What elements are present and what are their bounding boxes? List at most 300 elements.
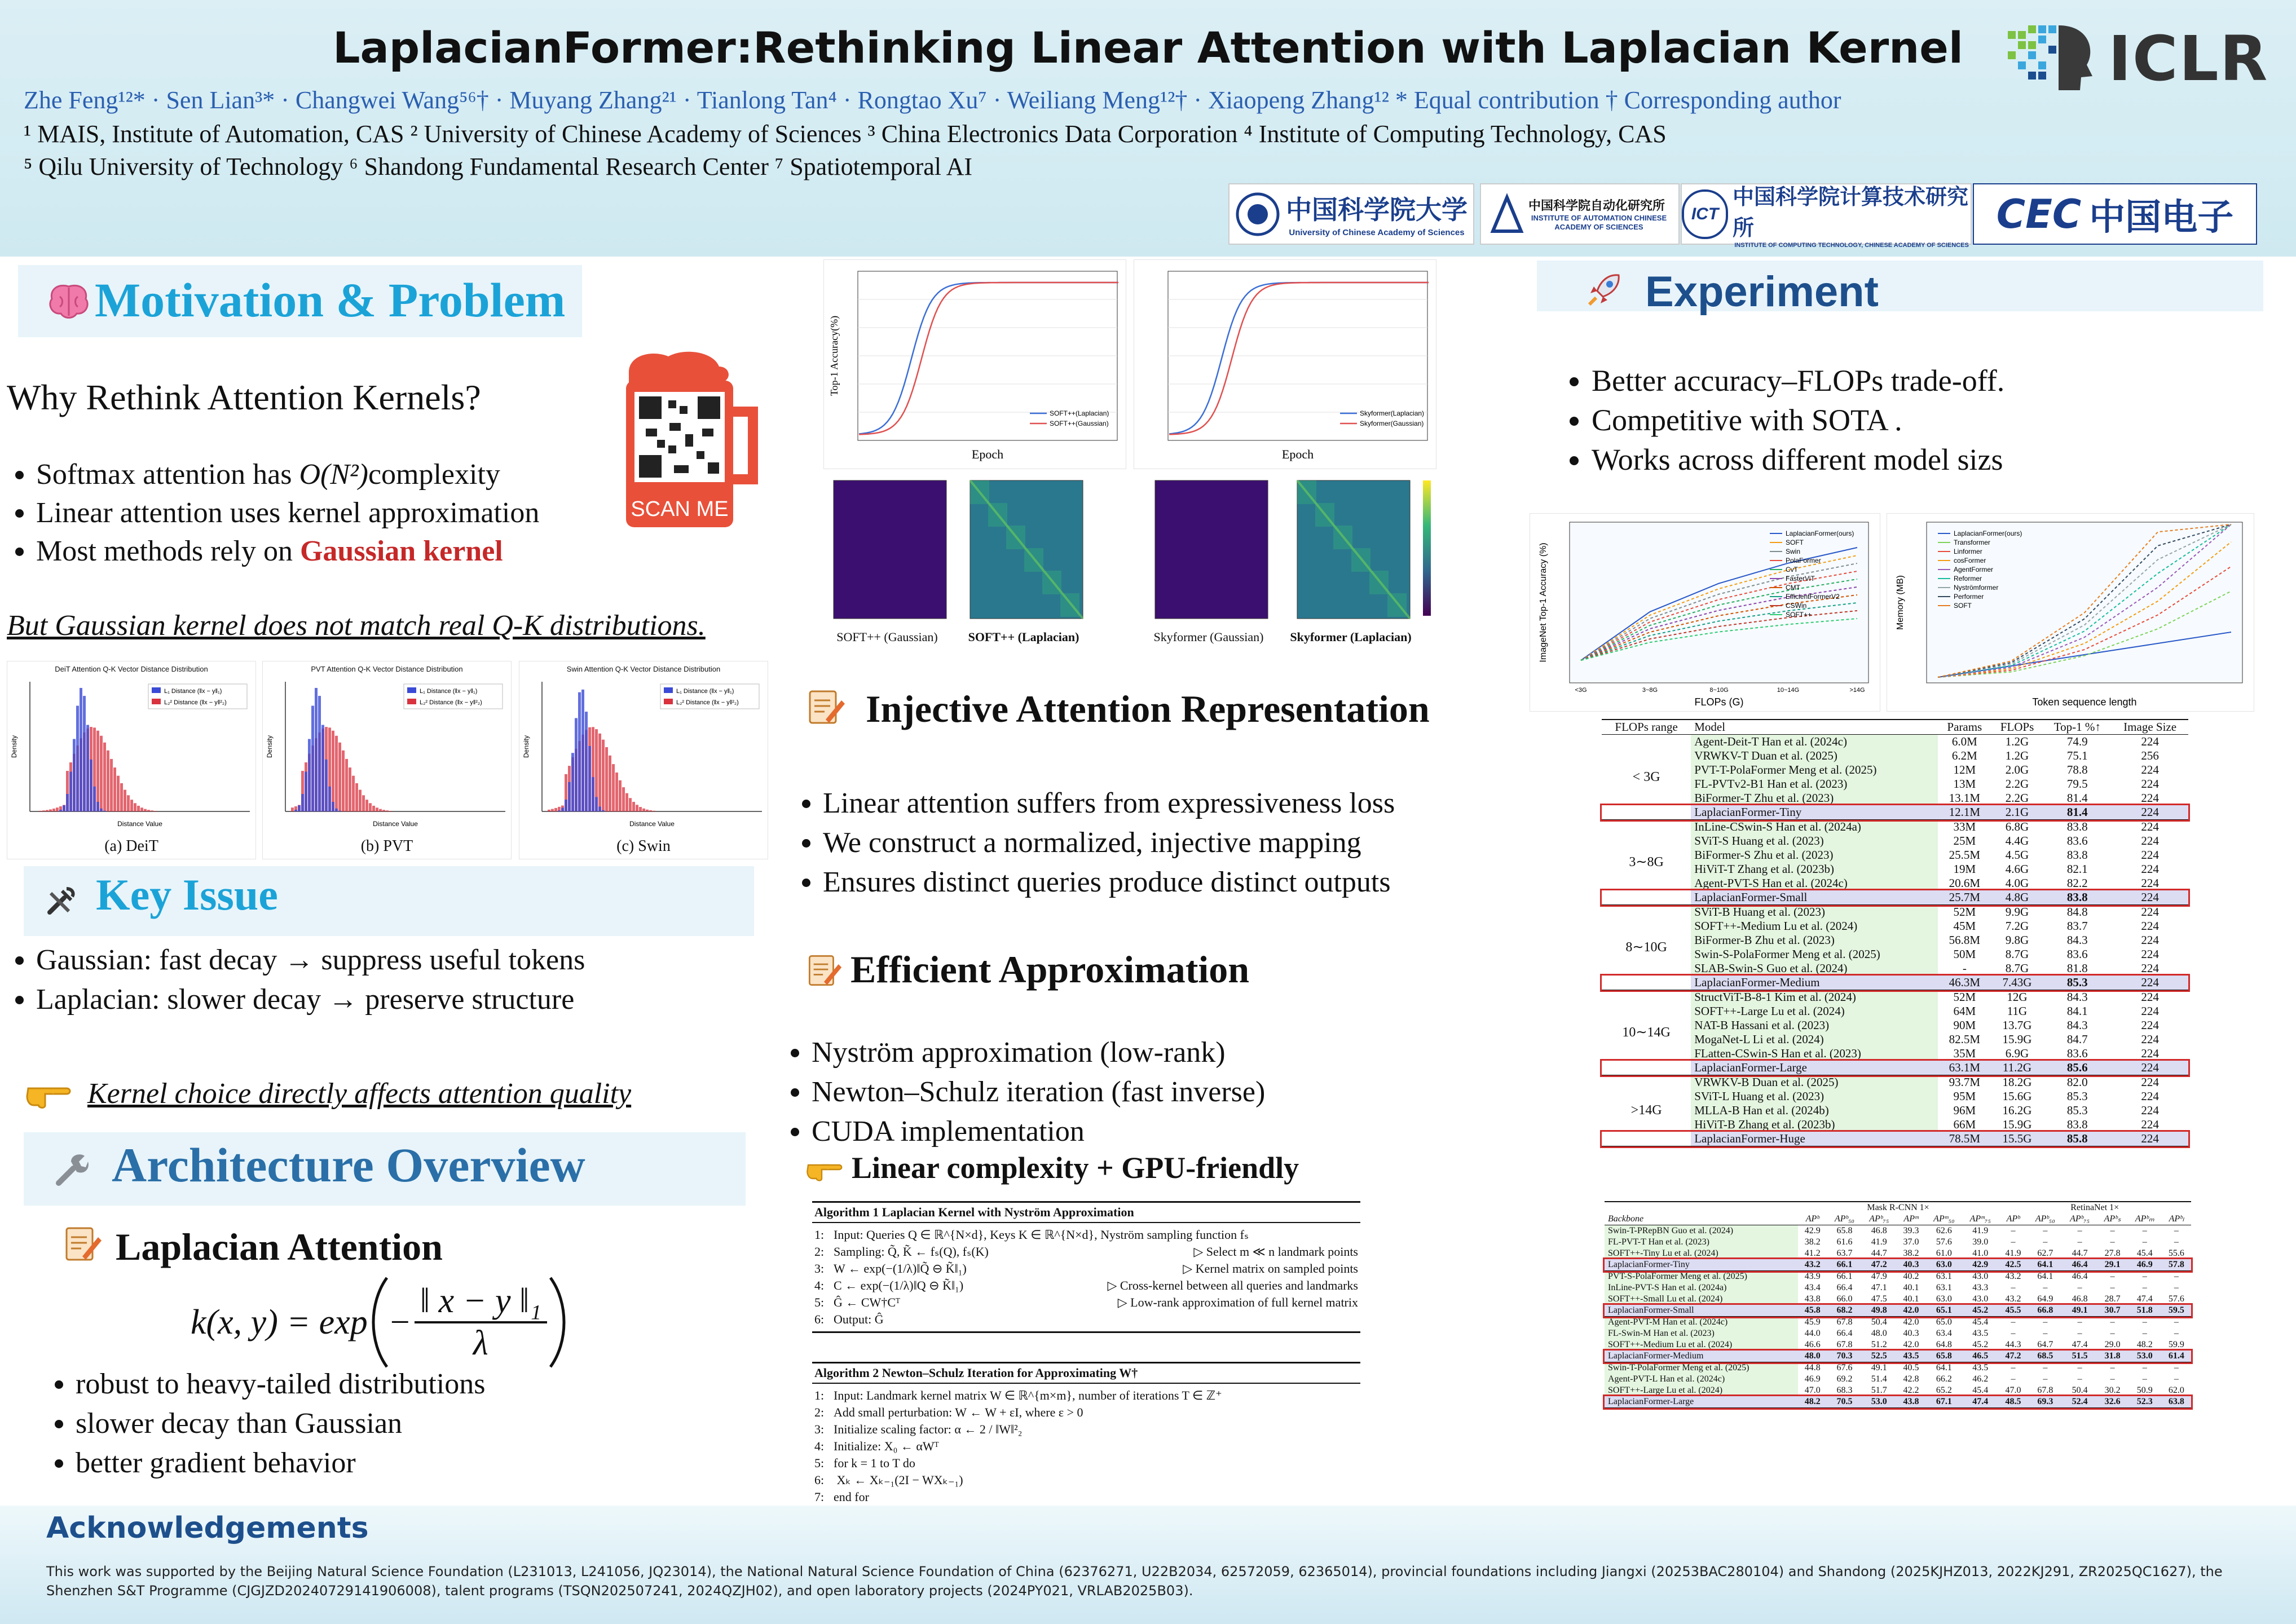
table-cell: 41.9 xyxy=(2005,1248,2021,1258)
l1-histogram-bar xyxy=(558,810,561,811)
table-cell: 63.7 xyxy=(1836,1248,1853,1258)
curve-legend-label: SOFT++(Gaussian) xyxy=(1050,420,1109,427)
l1-histogram-bar xyxy=(325,760,328,811)
table-cell: – xyxy=(2142,1317,2147,1327)
ours-table-row xyxy=(1605,1259,2191,1271)
table-cell: – xyxy=(2110,1226,2115,1235)
table-cell: 52.4 xyxy=(2072,1397,2088,1406)
motivation-bullet: • Softmax attention has O(N²)complexity xyxy=(36,456,634,494)
table-cell: 224 xyxy=(2141,961,2159,975)
motivation-bullets xyxy=(11,456,634,571)
motivation-title: Motivation & Problem xyxy=(95,273,566,327)
table-cell: 28.7 xyxy=(2104,1294,2121,1304)
legend-label-l2: L₂² Distance (‖x − y‖²₂) xyxy=(420,699,482,706)
algorithm-line-body: Input: Landmark kernel matrix W ∈ ℝ^{m×m}, number of iterations T ∈ ℤ⁺ xyxy=(834,1388,1222,1402)
poster-title: LaplacianFormer:Rethinking Linear Attention with Laplacian Kernel xyxy=(333,23,1963,73)
l2-histogram-bar xyxy=(615,773,618,811)
table-cell: 44.3 xyxy=(2005,1340,2021,1349)
table-row xyxy=(1605,1362,2191,1374)
heatmap-block xyxy=(1369,571,1389,594)
ict-logo xyxy=(1681,183,1972,249)
cec-logo xyxy=(1973,183,2257,245)
table-cell: 41.9 xyxy=(1871,1237,1887,1247)
legend-swatch-l1 xyxy=(664,687,673,693)
author-list: Zhe Feng¹²* · Sen Lian³* · Changwei Wang⁵⁶† · Muyang Zhang²¹ · Tianlong Tan⁴ · Rongtao Xu⁷ · Weiliang Meng¹²† · Xiaopeng Zhang¹² * Equal contribution † Corresponding author xyxy=(24,86,1841,114)
table-cell: 83.8 xyxy=(2066,820,2088,833)
l2-histogram-bar xyxy=(338,743,341,811)
table-cell: 224 xyxy=(2141,735,2159,748)
heatmap-field xyxy=(1155,480,1268,619)
table-cell: BiFormer-B Zhu et al. (2023) xyxy=(1691,933,1938,947)
dist-plot-legend xyxy=(404,684,503,709)
table-cell: 48.0 xyxy=(1804,1351,1821,1361)
table-cell: Swin-T-PolaFormer Meng et al. (2025) xyxy=(1605,1362,1798,1374)
table-cell: 4.6G xyxy=(2005,862,2029,876)
table-cell: 83.7 xyxy=(2066,919,2088,933)
table-header-cell: Backbone xyxy=(1608,1214,1644,1224)
l2-histogram-bar xyxy=(56,807,59,811)
algorithm-line-comment: ▷ Cross-kernel between all queries and landmarks xyxy=(1107,1278,1358,1292)
l1-histogram-bar xyxy=(96,802,99,811)
ucas-en-name: University of Chinese Academy of Sciences xyxy=(1289,227,1465,237)
table-cell: – xyxy=(2174,1226,2179,1235)
l1-histogram-bar xyxy=(318,696,321,811)
algorithm-line xyxy=(814,1311,1358,1328)
table-cell: – xyxy=(2110,1272,2115,1281)
table-cell: SOFT++-Medium Lu et al. (2024) xyxy=(1605,1339,1798,1351)
l2-histogram-bar xyxy=(144,809,147,811)
table-cell: 57.8 xyxy=(2168,1260,2184,1269)
table-cell: 61.0 xyxy=(1936,1248,1952,1258)
imagenet-table xyxy=(1602,719,2188,1147)
algorithm-line-body: Sampling: Q̃, K̃ ← fₛ(Q), fₛ(K) xyxy=(834,1245,989,1259)
l2-histogram-bar xyxy=(642,809,645,811)
dist-x-label: Distance Value xyxy=(373,820,418,828)
l2-histogram-bar xyxy=(379,809,382,811)
formula-numerator: ‖ x − y ‖₁ xyxy=(415,1281,547,1323)
table-cell: LaplacianFormer-Tiny xyxy=(1608,1260,1690,1269)
ucas-emblem-icon xyxy=(1235,192,1280,237)
table-cell: BiFormer-T Zhu et al. (2023) xyxy=(1691,791,1938,805)
ict-en-name: INSTITUTE OF COMPUTING TECHNOLOGY, CHINESE ACADEMY OF SCIENCES xyxy=(1734,241,1969,249)
table-cell: 15.9G xyxy=(2002,1118,2032,1131)
algorithm-line-number: 3: xyxy=(814,1422,825,1436)
x-tick-label: <3G xyxy=(1575,687,1587,694)
curve-legend-label: Skyformer(Laplacian) xyxy=(1360,409,1425,417)
l1-histogram-bar xyxy=(571,753,574,811)
table-header-cell: APᵐ₅₀ xyxy=(1933,1214,1955,1224)
legend-swatch-l2 xyxy=(152,699,161,704)
table-cell: 49.1 xyxy=(1871,1363,1887,1373)
table-cell: 84.3 xyxy=(2066,990,2088,1004)
imagenet-results-table xyxy=(1602,719,2188,1147)
table-cell: 68.2 xyxy=(1836,1305,1853,1315)
l2-histogram-bar xyxy=(386,810,389,811)
table-row xyxy=(1605,1248,2191,1259)
complexity-math: O(N²) xyxy=(299,458,368,491)
l1-histogram-bar xyxy=(73,739,76,811)
table-row xyxy=(1605,1385,2191,1396)
efficient-approx-title: Efficient Approximation xyxy=(850,948,1250,991)
table-cell: 43.2 xyxy=(1804,1260,1821,1269)
table-cell: 63.8 xyxy=(2168,1397,2184,1406)
table-cell: 50.9 xyxy=(2136,1385,2153,1395)
table-cell: 224 xyxy=(2141,919,2159,933)
rocket-icon xyxy=(1586,268,1625,308)
table-cell: 19M xyxy=(1953,862,1976,876)
table-cell: – xyxy=(2110,1329,2115,1338)
algorithm-line-comment: ▷ Low-rank approximation of full kernel matrix xyxy=(1117,1295,1358,1309)
l2-histogram-bar xyxy=(42,810,45,811)
dist-plot-title: DeiT Attention Q-K Vector Distance Distribution xyxy=(55,665,208,673)
table-cell: Agent-Deit-T Han et al. (2024c) xyxy=(1691,735,1938,749)
curve-x-label: Epoch xyxy=(1281,447,1314,461)
table-header-cell: APᵐ₇₅ xyxy=(1969,1214,1991,1224)
table-cell: – xyxy=(2142,1374,2147,1384)
table-cell: MogaNet-L Li et al. (2024) xyxy=(1691,1032,1938,1047)
table-cell: 83.8 xyxy=(2066,848,2088,862)
table-cell: 6.0M xyxy=(1951,735,1977,748)
table-cell: – xyxy=(2011,1363,2016,1373)
table-cell: 11G xyxy=(2007,1004,2028,1018)
algorithm-line xyxy=(814,1421,1358,1438)
algorithm-line-text xyxy=(814,1455,915,1472)
table-cell: 81.4 xyxy=(2066,805,2088,819)
experiment-legend-label: PolaFormer xyxy=(1786,557,1821,564)
algorithm-line xyxy=(814,1387,1358,1404)
table-cell: HiViT-B Zhang et al. (2023b) xyxy=(1691,1118,1938,1132)
algorithm-line xyxy=(814,1243,1358,1260)
l2-histogram-bar xyxy=(632,802,635,811)
brain-icon xyxy=(46,282,91,321)
memo-icon xyxy=(805,952,843,989)
table-cell: 42.0 xyxy=(1903,1317,1919,1327)
table-row xyxy=(1605,1328,2191,1339)
table-cell: InLine-PVT-S Han et al. (2024a) xyxy=(1605,1282,1798,1294)
l2-histogram-bar xyxy=(609,756,611,811)
l2-histogram-bar xyxy=(147,810,150,811)
table-row xyxy=(1605,1339,2191,1351)
algorithm-line-number: 4: xyxy=(814,1439,825,1453)
experiment-legend-label: Transformer xyxy=(1954,539,1990,546)
table-cell: 46.5 xyxy=(1972,1351,1989,1361)
l2-histogram-bar xyxy=(639,807,642,811)
curve-legend-label: Skyformer(Gaussian) xyxy=(1360,420,1424,427)
injective-title: Injective Attention Representation xyxy=(866,687,1430,730)
table-cell: 42.0 xyxy=(1903,1340,1919,1349)
table-cell: 38.2 xyxy=(1903,1248,1919,1258)
dist-plot-caption: (b) PVT xyxy=(360,837,413,855)
experiment-legend-label: CMT xyxy=(1786,584,1800,592)
table-cell: 62.6 xyxy=(1936,1226,1952,1235)
acknowledgements-title: Acknowledgements xyxy=(46,1511,369,1545)
experiment-legend-label: Performer xyxy=(1954,593,1984,601)
experiment-legend-label: Swin xyxy=(1786,548,1801,555)
table-cell: 43.2 xyxy=(2005,1272,2021,1281)
table-cell: 85.3 xyxy=(2066,976,2088,989)
experiment-legend-label: Nyströmformer xyxy=(1954,584,1999,592)
table-cell: Agent-PVT-S Han et al. (2024c) xyxy=(1691,876,1938,890)
l1-histogram-bar xyxy=(315,688,318,811)
algorithm-line-number: 6: xyxy=(814,1473,825,1487)
table-group-header: Mask R-CNN 1× xyxy=(1867,1203,1929,1212)
table-cell: 63.0 xyxy=(1936,1294,1952,1304)
experiment-plot-canvas xyxy=(1887,514,2254,711)
table-cell: 63.0 xyxy=(1936,1260,1952,1269)
table-cell: Agent-PVT-M Han et al. (2024c) xyxy=(1605,1317,1798,1329)
table-cell: VRWKV-T Duan et al. (2025) xyxy=(1691,749,1938,763)
table-header-cell: APᵇ₅₀ xyxy=(1834,1214,1854,1224)
table-cell: – xyxy=(2077,1363,2082,1373)
table-cell: 59.5 xyxy=(2168,1305,2184,1315)
table-cell: 45.2 xyxy=(1972,1340,1989,1349)
l1-histogram-bar xyxy=(93,787,96,811)
benefit-bullet: • robust to heavy-tailed distributions xyxy=(76,1365,752,1404)
table-cell: 4.4G xyxy=(2005,834,2029,848)
table-cell: 43.5 xyxy=(1972,1329,1989,1338)
table-cell: – xyxy=(2142,1237,2147,1247)
algorithm-line-body: end for xyxy=(834,1490,869,1504)
kernel-choice-takeaway: Kernel choice directly affects attention quality xyxy=(87,1078,632,1110)
table-cell: 47.4 xyxy=(2072,1340,2088,1349)
table-cell: 25M xyxy=(1953,834,1976,848)
table-cell: 61.4 xyxy=(2168,1351,2184,1361)
table-cell: LaplacianFormer-Tiny xyxy=(1694,805,1802,819)
table-cell: – xyxy=(2142,1283,2147,1292)
table-cell: – xyxy=(2142,1272,2147,1281)
algorithm-line-number: 7: xyxy=(814,1490,825,1504)
table-cell: NAT-B Hassani et al. (2023) xyxy=(1691,1018,1938,1032)
table-cell: 96M xyxy=(1953,1104,1976,1117)
l1-histogram-bar xyxy=(63,805,65,811)
l1-histogram-bar xyxy=(585,712,588,811)
table-cell: 83.8 xyxy=(2066,1118,2088,1131)
table-cell: 46.6 xyxy=(1804,1340,1821,1349)
algorithm-line-body: C ← exp(−(1/λ)‖Q ⊖ K̃‖₁) xyxy=(834,1278,964,1292)
table-row xyxy=(1605,1374,2191,1385)
algorithm-line-text xyxy=(814,1387,1222,1404)
algorithm-line-body: Ĝ ← CW†Cᵀ xyxy=(834,1295,900,1309)
table-cell: 65.1 xyxy=(1936,1305,1952,1315)
table-cell: 12G xyxy=(2007,990,2028,1004)
table-cell: 53.0 xyxy=(2136,1351,2153,1361)
table-cell: 40.3 xyxy=(1903,1329,1919,1338)
flops-range-cell: >14G xyxy=(1602,1075,1691,1147)
table-cell: 1.2G xyxy=(2005,735,2029,748)
table-cell: 52M xyxy=(1953,905,1976,919)
table-cell: 64.1 xyxy=(2037,1260,2053,1269)
table-cell: – xyxy=(2043,1237,2048,1247)
table-cell: 84.8 xyxy=(2066,905,2088,919)
table-cell: 67.1 xyxy=(1936,1397,1952,1406)
algorithm-line-number: 4: xyxy=(814,1278,825,1292)
table-cell: – xyxy=(2011,1374,2016,1384)
table-cell: – xyxy=(2174,1329,2179,1338)
table-cell: 12M xyxy=(1953,763,1976,776)
table-cell: 43.2 xyxy=(2005,1294,2021,1304)
algorithm-line-text xyxy=(814,1277,963,1294)
table-cell: 13M xyxy=(1953,777,1976,791)
table-cell: 29.0 xyxy=(2104,1340,2121,1349)
algorithm-line xyxy=(814,1455,1358,1472)
table-cell: 70.3 xyxy=(1836,1351,1853,1361)
table-cell: 40.1 xyxy=(1903,1283,1919,1292)
table-cell: 37.0 xyxy=(1903,1237,1919,1247)
experiment-legend-label: LaplacianFormer(ours) xyxy=(1954,529,2022,537)
table-group-header-row xyxy=(1605,1202,2191,1213)
table-cell: 63.1 xyxy=(1936,1283,1952,1292)
table-cell: 48.5 xyxy=(2005,1397,2021,1406)
algorithm-line-number: 1: xyxy=(814,1388,825,1402)
table-cell: 49.8 xyxy=(1871,1305,1887,1315)
table-cell: 47.4 xyxy=(2136,1294,2153,1304)
experiment-legend-label: CSWin xyxy=(1786,602,1807,610)
l2-histogram-bar xyxy=(551,809,554,811)
l1-histogram-bar xyxy=(561,807,564,811)
dist-y-label: Density xyxy=(10,735,18,758)
table-cell: 65.2 xyxy=(1936,1385,1952,1395)
table-cell: 85.3 xyxy=(2066,1104,2088,1117)
distance-distribution-plot xyxy=(7,661,256,859)
table-cell: 50M xyxy=(1953,947,1976,961)
l1-histogram-bar xyxy=(294,810,297,811)
table-cell: 8.7G xyxy=(2005,961,2029,975)
table-cell: 29.1 xyxy=(2104,1260,2121,1269)
qr-code-mug[interactable] xyxy=(618,350,759,536)
ia-cn-name: 中国科学院自动化研究所 xyxy=(1528,198,1665,213)
scan-me-label: SCAN ME xyxy=(631,497,729,521)
table-cell: 85.3 xyxy=(2066,1089,2088,1103)
experiment-legend-label: SOFT++ xyxy=(1786,611,1812,619)
experiment-plot xyxy=(1530,513,1880,712)
l1-histogram-bar xyxy=(100,809,103,811)
table-cell: – xyxy=(2110,1237,2115,1247)
l1-histogram-bar xyxy=(602,810,605,811)
table-cell: 51.8 xyxy=(2136,1305,2153,1315)
table-cell: 25.7M xyxy=(1949,890,1981,904)
table-cell: – xyxy=(2142,1226,2147,1235)
algorithm-line-text xyxy=(814,1294,900,1311)
table-row xyxy=(1605,1225,2191,1237)
table-cell: 78.8 xyxy=(2066,763,2088,776)
table-header-cell: APᵇ xyxy=(2006,1214,2020,1224)
table-cell: 41.0 xyxy=(1972,1248,1989,1258)
table-cell: – xyxy=(2110,1317,2115,1327)
table-cell: 45.2 xyxy=(1972,1305,1989,1315)
table-cell: – xyxy=(2142,1363,2147,1373)
table-cell: 48.2 xyxy=(2136,1340,2153,1349)
table-cell: 45.9 xyxy=(1804,1317,1821,1327)
table-cell: PVT-T-PolaFormer Meng et al. (2025) xyxy=(1691,763,1938,777)
efficient-bullet: • Nyström approximation (low-rank) xyxy=(812,1033,1545,1073)
x-tick-label: 3~8G xyxy=(1642,687,1658,694)
table-cell: 47.0 xyxy=(1804,1385,1821,1395)
table-cell: 38.2 xyxy=(1804,1237,1821,1247)
table-header-cell: Params xyxy=(1947,720,1982,734)
ucas-logo xyxy=(1228,183,1474,245)
l2-histogram-bar xyxy=(52,809,55,811)
table-cell: BiFormer-S Zhu et al. (2023) xyxy=(1691,848,1938,862)
table-cell: SOFT++-Small Lu et al. (2024) xyxy=(1605,1294,1798,1305)
table-cell: 41.2 xyxy=(1804,1248,1821,1258)
algorithm-line-comment: ▷ Kernel matrix on sampled points xyxy=(1183,1261,1358,1276)
table-cell: 27.8 xyxy=(2104,1248,2121,1258)
l2-histogram-bar xyxy=(649,810,652,811)
table-cell: 45.4 xyxy=(1972,1385,1989,1395)
dist-plot-canvas xyxy=(263,676,511,834)
l2-histogram-bar xyxy=(548,810,550,811)
table-cell: 224 xyxy=(2141,820,2159,833)
table-cell: 43.8 xyxy=(1903,1397,1919,1406)
experiment-plot xyxy=(1887,513,2254,712)
table-cell: 12.1M xyxy=(1949,805,1981,819)
l1-histogram-bar xyxy=(578,692,581,811)
table-cell: 45.4 xyxy=(1972,1317,1989,1327)
heatmap-colorbar xyxy=(1423,480,1431,616)
table-cell: 67.8 xyxy=(1836,1317,1853,1327)
table-cell: 2.2G xyxy=(2005,777,2029,791)
table-cell: 67.8 xyxy=(1836,1340,1853,1349)
heatmap-canvas xyxy=(1144,475,1273,627)
table-cell: – xyxy=(2043,1374,2048,1384)
experiment-bullet: • Better accuracy–FLOPs trade-off. xyxy=(1592,361,2268,400)
legend-swatch-l1 xyxy=(152,687,161,693)
table-row xyxy=(1605,1294,2191,1305)
x-tick-label: 10~14G xyxy=(1777,687,1800,694)
memo-icon xyxy=(805,687,846,727)
table-cell: 50.4 xyxy=(1871,1317,1887,1327)
l1-histogram-bar xyxy=(76,706,79,811)
table-cell: SViT-B Huang et al. (2023) xyxy=(1691,905,1938,920)
gaussian-mismatch-statement: But Gaussian kernel does not match real Q-K distributions. xyxy=(7,610,706,642)
table-cell: 43.0 xyxy=(1972,1272,1989,1281)
table-cell: 4.0G xyxy=(2005,876,2029,890)
heatmap-field xyxy=(834,480,946,619)
l1-histogram-bar xyxy=(328,787,331,811)
table-cell: 40.2 xyxy=(1903,1272,1919,1281)
l2-histogram-bar xyxy=(612,764,615,811)
table-cell: SOFT++-Medium Lu et al. (2024) xyxy=(1691,919,1938,933)
table-cell: 13.7G xyxy=(2002,1018,2032,1032)
table-cell: SViT-L Huang et al. (2023) xyxy=(1691,1089,1938,1104)
l1-histogram-bar xyxy=(598,806,601,811)
l2-histogram-bar xyxy=(602,740,605,811)
table-cell: – xyxy=(2174,1374,2179,1384)
table-cell: 224 xyxy=(2141,848,2159,862)
l1-histogram-bar xyxy=(575,718,578,811)
algorithm-line-text xyxy=(814,1438,939,1455)
table-cell: 6.2M xyxy=(1951,749,1977,762)
heatmap-caption: Skyformer (Gaussian) xyxy=(1153,630,1264,644)
algorithm-2-title: Algorithm 2 Newton–Schulz Iteration for Approximating W† xyxy=(812,1362,1360,1384)
table-cell: Swin-S-PolaFormer Meng et al. (2025) xyxy=(1691,947,1938,961)
l2-histogram-bar xyxy=(352,776,355,811)
table-cell: 224 xyxy=(2141,1104,2159,1117)
heatmap-canvas xyxy=(959,475,1088,627)
table-cell: 85.8 xyxy=(2066,1132,2088,1145)
table-cell: 63.1M xyxy=(1949,1061,1981,1074)
table-cell: Agent-PVT-L Han et al. (2024c) xyxy=(1605,1374,1798,1385)
table-cell: 224 xyxy=(2141,1132,2159,1145)
motivation-question: Why Rethink Attention Kernels? xyxy=(7,377,481,417)
l1-histogram-bar xyxy=(90,760,92,811)
flops-range-cell: 10∼14G xyxy=(1602,990,1691,1075)
table-cell: – xyxy=(2011,1317,2016,1327)
table-cell: 66M xyxy=(1953,1118,1976,1131)
table-cell: 82.5M xyxy=(1949,1032,1981,1046)
l2-histogram-bar xyxy=(140,807,143,811)
table-cell: – xyxy=(2011,1226,2016,1235)
